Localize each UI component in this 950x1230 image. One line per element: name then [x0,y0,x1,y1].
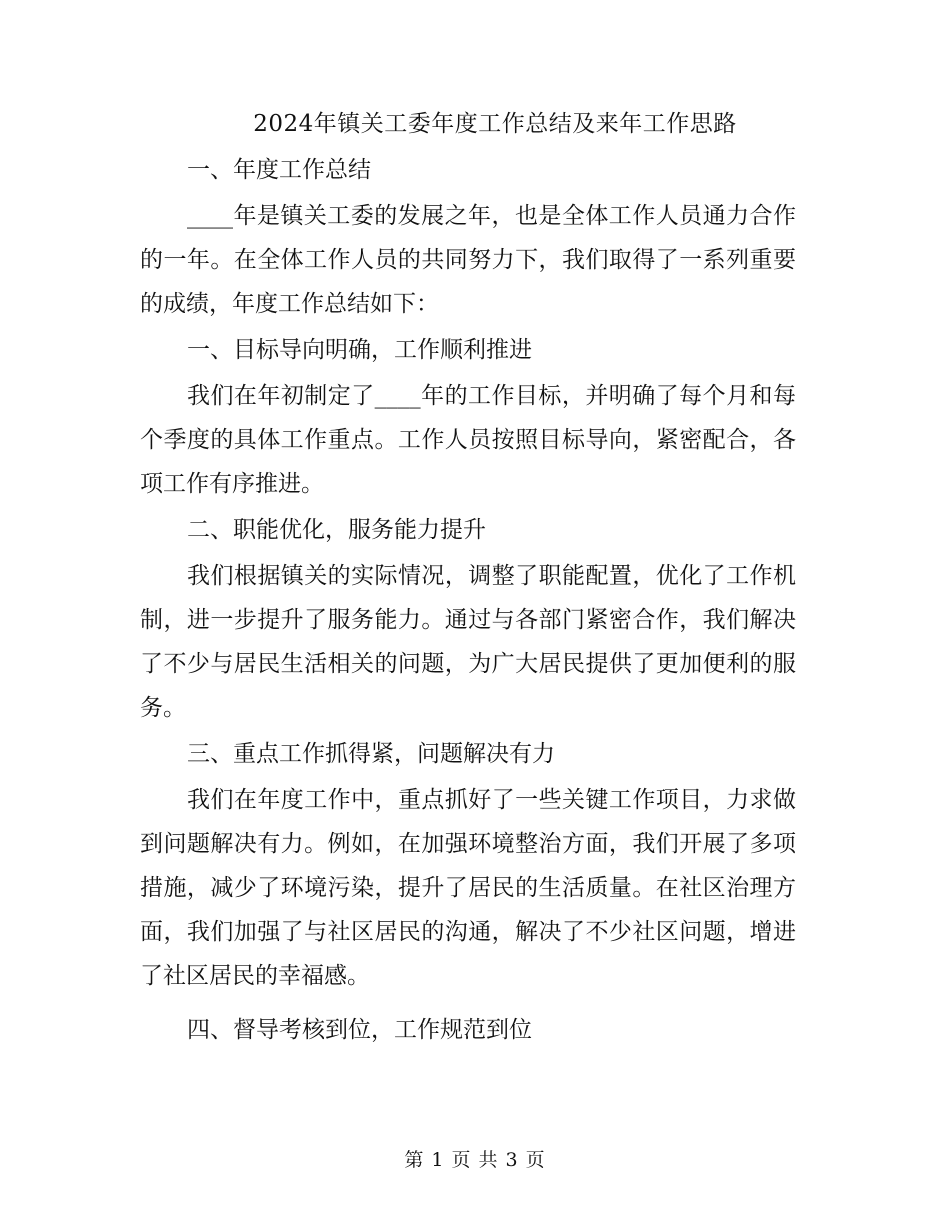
paragraph-line: 我们在年初制定了____年的工作目标，并明确了每个月和每 [187,383,796,409]
paragraph-line: 我们在年度工作中，重点抓好了一些关键工作项目，力求做 [187,787,796,813]
paragraph-line: 措施，减少了环境污染，提升了居民的生活质量。在社区治理方 [140,875,796,901]
paragraph-line: 务。 [140,695,186,721]
paragraph-line: 制，进一步提升了服务能力。通过与各部门紧密合作，我们解决 [140,607,796,633]
paragraph-line: ____年是镇关工委的发展之年，也是全体工作人员通力合作 [187,203,796,229]
paragraph-line: 到问题解决有力。例如，在加强环境整治方面，我们开展了多项 [140,831,796,857]
paragraph-line: 了社区居民的幸福感。 [140,963,370,989]
paragraph-line: 的成绩，年度工作总结如下： [140,291,439,317]
subsection-heading-3: 三、重点工作抓得紧，问题解决有力 [187,741,555,767]
paragraph-line: 了不少与居民生活相关的问题，为广大居民提供了更加便利的服 [140,651,796,677]
paragraph-line: 项工作有序推进。 [140,471,324,497]
subsection-heading-4: 四、督导考核到位，工作规范到位 [187,1017,532,1043]
subsection-heading-2: 二、职能优化，服务能力提升 [187,517,486,543]
paragraph-line: 个季度的具体工作重点。工作人员按照目标导向，紧密配合，各 [140,427,796,453]
paragraph-line: 我们根据镇关的实际情况，调整了职能配置，优化了工作机 [187,563,796,589]
page-number-footer: 第 1 页 共 3 页 [404,1149,546,1171]
paragraph-line: 面，我们加强了与社区居民的沟通，解决了不少社区问题，增进 [140,919,796,945]
section-heading-annual-summary: 一、年度工作总结 [187,157,371,183]
subsection-heading-1: 一、目标导向明确，工作顺利推进 [187,337,532,363]
document-title: 2024年镇关工委年度工作总结及来年工作思路 [253,111,737,137]
paragraph-line: 的一年。在全体工作人员的共同努力下，我们取得了一系列重要 [140,247,796,273]
